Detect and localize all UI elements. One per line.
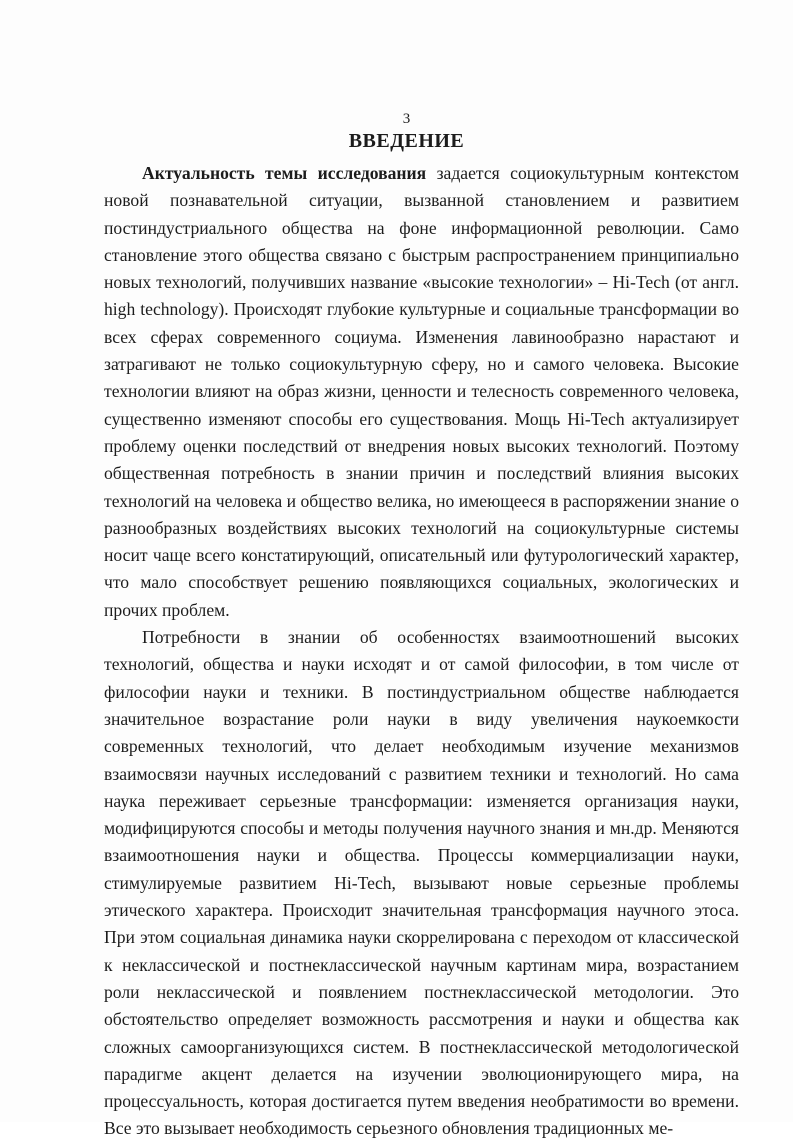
- paragraph-2-text: Потребности в знании об особенностях взаимоотношений высоких технологий, общества и науки исходят и от самой философии, в том числе от философии науки и техники. В постиндустриальном обществе наблюдается значительное возрастание роли науки в виду увеличения наукоемкости современных технологий, что делает необходимым изучение механизмов взаимосвязи научных исследований с развитием техники и технологий. Но сама наука переживает серьезные трансформации: изменяется организация науки, модифицируются способы и методы получения научного знания и мн.др. Меняются взаимоотношения науки и общества. Процессы коммерциализации науки, стимулируемые развитием Hi-Tech, вызывают новые серьезные проблемы этического характера. Происходит значительная трансформация научного этоса. При этом социальная динамика науки скоррелирована с переходом от классической к неклассической и постнеклассической научным картинам мира, возрастанием роли неклассической и появлением постнеклассической методологии. Это обстоятельство определяет возможность рассмотрения и науки и общества как сложных самоорганизующихся систем. В постнеклассической методологической парадигме акцент делается на изучении эволюционирующего мира, на процессуальность, которая достигается путем введения необратимости во времени. Все это вызывает необходимость серьезного обновления традиционных ме-: [104, 627, 739, 1139]
- document-body: [104, 160, 739, 1143]
- page-number: 3: [402, 111, 411, 127]
- paragraph-2: [104, 624, 739, 1143]
- page-title: ВВЕДЕНИЕ: [348, 130, 465, 152]
- paragraph-1-lead: Актуальность темы исследования: [142, 163, 427, 183]
- paragraph-1: [104, 160, 739, 624]
- paragraph-1-text: задается социокультурным контекстом новой познавательной ситуации, вызванной становлением и развитием постиндустриального общества на фоне информационной революции. Само становление этого общества связано с быстрым распространением принципиально новых технологий, получивших название «высокие технологии» – Hi-Tech (от англ. high technology). Происходят глубокие культурные и социальные трансформации во всех сферах современного социума. Изменения лавинообразно нарастают и затрагивают не только социокультурную сферу, но и самого человека. Высокие технологии влияют на образ жизни, ценности и телесность современного человека, существенно изменяют способы его существования. Мощь Hi-Tech актуализирует проблему оценки последствий от внедрения новых высоких технологий. Поэтому общественная потребность в знании причин и последствий влияния высоких технологий на человека и общество велика, но имеющееся в распоряжении знание о разнообразных воздействиях высоких технологий на социокультурные системы носит чаще всего констатирующий, описательный или футурологический характер, что мало способствует решению появляющихся социальных, экологических и прочих проблем.: [104, 163, 739, 620]
